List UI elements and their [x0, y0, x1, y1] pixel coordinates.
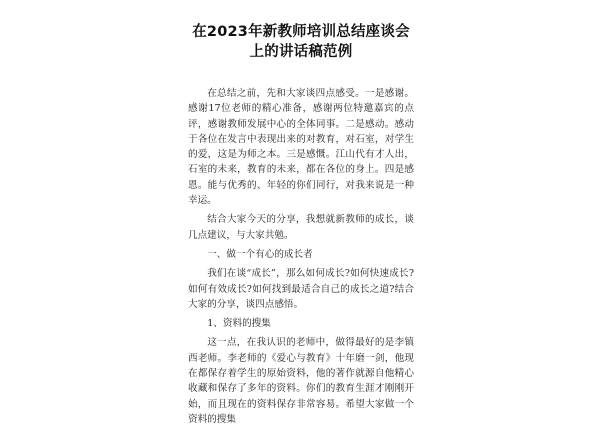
document-page [188, 0, 414, 425]
paragraph-materials: 这一点，在我认识的老师中，做得最好的是李镇西老师。李老师的《爱心与教育》十年磨一剑，他现在都保存着学生的原始资料，他的著作就源自他精心收藏和保存了多年的资料。你们的教育生涯才刚刚开始，而且现在的资料保存非常容易。希望大家做一个资料的搜集 [188, 337, 414, 425]
paragraph-feelings: 在总结之前，先和大家谈四点感受。一是感谢。感谢17位老师的精心准备，感谢两位特邀嘉宾的点评，感谢教师发展中心的全体同事。二是感动。感动于各位在发言中表现出来的对教育，对石室，对学生的爱，这是为师之本。三是感慨。江山代有才人出，石室的未来，教育的未来，都在各位的身上。四是感恩。能与优秀的、年轻的你们同行，对我来说是一种幸运。 [188, 88, 414, 207]
document-title: 在2023年新教师培训总结座谈会上的讲话稿范例 [192, 24, 410, 60]
paragraph-growth: 我们在谈“成长”，那么如何成长?如何快速成长?如何有效成长?如何找到最适合自己的成长之道?结合大家的分享，谈四点感悟。 [188, 268, 414, 310]
paragraph-suggestions: 结合大家今天的分享，我想就新教师的成长，谈几点建议，与大家共勉。 [188, 214, 414, 241]
subsection-heading-1: 1、资料的搜集 [207, 318, 271, 330]
section-heading-1: 一、做一个有心的成长者 [207, 248, 313, 260]
document-body [188, 86, 414, 427]
